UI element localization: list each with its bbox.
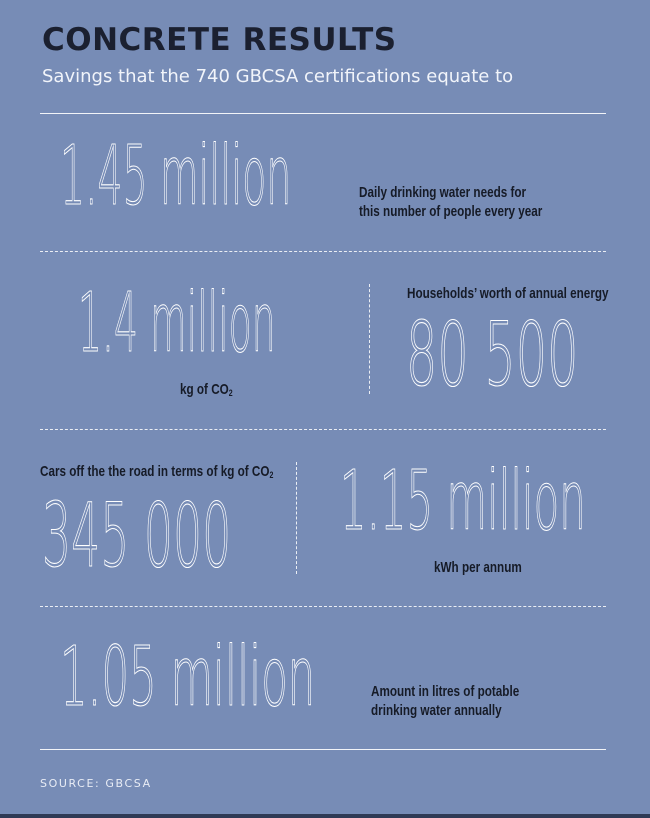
stat-co2-caption-text: kg of CO [180,381,229,398]
stat-kwh-caption: kWh per annum [434,559,522,576]
stat-co2-value: 1.4 million [78,276,276,371]
row-divider-2 [40,429,606,430]
stat-water-people-caption [359,183,542,221]
row-divider-3 [40,606,606,607]
stat-litres-value: 1.05 million [60,630,316,725]
bottom-divider [40,749,606,750]
top-divider [40,113,606,114]
stat-litres-caption [371,682,519,720]
page-subtitle: Savings that the 740 GBCSA certifications equate to [42,66,514,87]
page-title: CONCRETE RESULTS [42,22,397,58]
stat-litres-caption-line1: Amount in litres of potable [371,683,520,700]
stat-water-people-value: 1.45 million [60,129,292,224]
source-note: SOURCE: GBCSA [40,777,152,790]
stat-co2-caption-subscript: 2 [228,388,233,398]
row-divider-1 [40,251,606,252]
stat-cars-value: 345 000 [42,484,232,587]
stat-cars-caption-text: Cars off the the road in terms of kg of CO [40,463,270,480]
stat-households-caption: Households’ worth of annual energy [407,285,609,302]
stat-litres-caption-line2: drinking water annually [371,702,502,719]
row3-vertical-divider [296,462,297,574]
stat-cars-caption [40,462,273,485]
row2-vertical-divider [369,284,370,394]
stat-water-people-caption-line2: this number of people every year [359,203,543,220]
stat-water-people-caption-line1: Daily drinking water needs for [359,184,527,201]
stat-co2-caption [180,380,233,403]
stat-kwh-value: 1.15 million [340,454,586,549]
stat-households-value: 80 500 [406,303,579,406]
stat-cars-caption-subscript: 2 [269,470,274,480]
bottom-edge-strip [0,814,650,818]
